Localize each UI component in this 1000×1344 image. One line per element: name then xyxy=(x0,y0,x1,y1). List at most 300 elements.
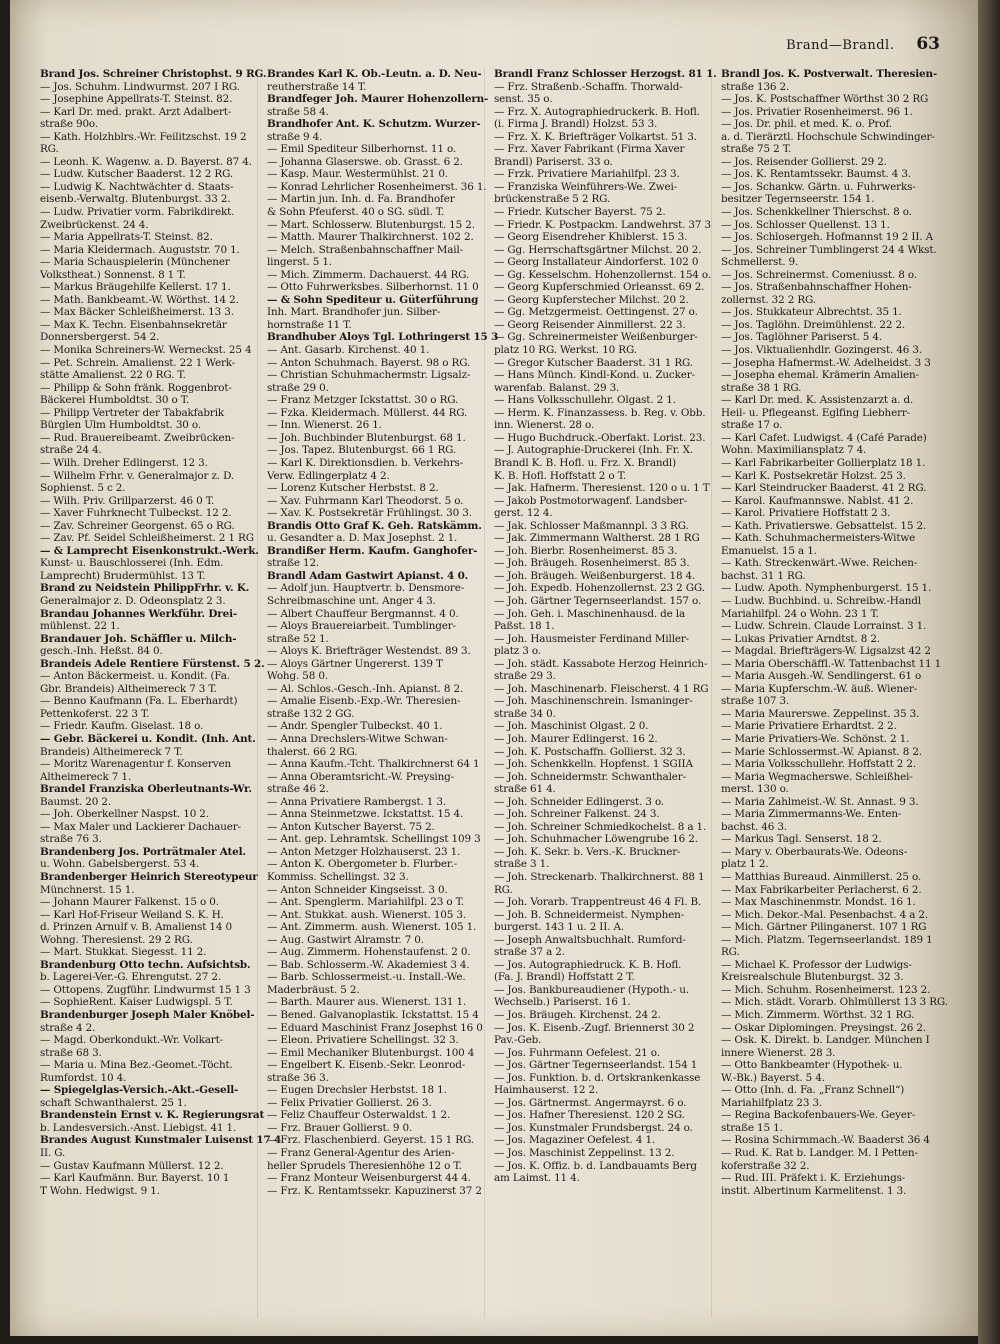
directory-entry: b. Lagerei-Ver.-G. Ehrengutst. 27 2. xyxy=(40,971,221,984)
directory-entry: — Joh. K. Postschaffn. Gollierst. 32 3. xyxy=(494,745,686,758)
directory-entry: — Jos. Kunstmaler Frundsbergst. 24 o. xyxy=(494,1121,693,1134)
directory-entry: — Mich. Zimmerm. Wörthst. 32 1 RG. xyxy=(721,1009,915,1022)
directory-entry: — Jos. Bräugeh. Kirchenst. 24 2. xyxy=(494,1009,661,1022)
directory-entry: bachst. 31 1 RG. xyxy=(721,569,806,582)
directory-entry: — Xav. Fuhrmann Karl Theodorst. 5 o. xyxy=(267,494,464,507)
directory-entry: — Joh. Buchbinder Blutenburgst. 68 1. xyxy=(267,431,466,444)
directory-entry: — Melch. Straßenbahnschaffner Mail- xyxy=(267,243,463,256)
directory-entry: — Johanna Glaserswe. ob. Grasst. 6 2. xyxy=(267,155,463,168)
directory-entry: Brandes August Kunstmaler Luisenst 17 4 xyxy=(40,1134,282,1147)
directory-entry: — Otto Fuhrwerksbes. Silberhornst. 11 0 xyxy=(267,281,479,294)
directory-entry: — Anna Steinmetzwe. Ickstattst. 15 4. xyxy=(267,808,464,821)
directory-entry: — Joh. städt. Kassabote Herzog Heinrich- xyxy=(494,657,708,670)
directory-entry: — Friedr. Kaufm. Giselast. 18 o. xyxy=(40,720,204,733)
directory-entry: — Anna Privatiere Rambergst. 1 3. xyxy=(267,795,447,808)
directory-entry: — Maria u. Mina Bez.-Geomet.-Töcht. xyxy=(40,1059,233,1072)
directory-entry: — Mich. Schuhm. Rosenheimerst. 123 2. xyxy=(721,983,931,996)
directory-entry: Brandau Johannes Werkführ. Drei- xyxy=(40,607,238,620)
directory-entry: — Joh. Oberkellner Naspst. 10 2. xyxy=(40,808,209,821)
directory-entry: Generalmajor z. D. Odeonsplatz 2 3. xyxy=(40,594,226,607)
directory-entry: straße 9 4. xyxy=(267,130,323,143)
directory-entry: — Jos. Schlosser Quellenst. 13 1. xyxy=(721,218,890,231)
directory-entry: — Jos. Hafner Theresienst. 120 2 SG. xyxy=(494,1109,685,1122)
directory-entry: Mariahilfpl. 24 o Wohn. 23 1 T. xyxy=(721,607,879,620)
directory-entry: — Maria Ausgeh.-W. Sendlingerst. 61 o xyxy=(721,670,922,683)
directory-entry: — Fzka. Kleidermach. Müllerst. 44 RG. xyxy=(267,406,468,419)
directory-entry: — Joh. Expedb. Hohenzollernst. 23 2 GG. xyxy=(494,582,705,595)
directory-entry: — Al. Schlos.-Gesch.-Inh. Apianst. 8 2. xyxy=(267,682,464,695)
directory-entry: — Max Bäcker Schleißheimerst. 13 3. xyxy=(40,306,234,319)
directory-entry: — Karl Dr. med. prakt. Arzt Adalbert- xyxy=(40,105,232,118)
directory-entry: (Fa. J. Brandl) Hoffstatt 2 T. xyxy=(494,971,635,984)
directory-entry: — Frz. Brauer Gollierst. 9 0. xyxy=(267,1121,413,1134)
directory-entry: — Jos. K. Rentamtssekr. Baumst. 4 3. xyxy=(721,168,911,181)
directory-entry: — Gg. Schreinermeister Weißenburger- xyxy=(494,331,698,344)
directory-entry: — Jos. Schankw. Gärtn. u. Fuhrwerks- xyxy=(721,180,916,193)
directory-entry: RG. xyxy=(494,883,513,896)
directory-entry: reutherstraße 14 T. xyxy=(267,80,367,93)
directory-entry: burgerst. 143 1 u. 2 II. A. xyxy=(494,921,625,934)
directory-entry: — Franz Monteur Weisenburgerst 44 4. xyxy=(267,1172,471,1185)
directory-entry: — Maria Schauspielerin (Münchener xyxy=(40,256,230,269)
directory-entry: straße 29 3. xyxy=(494,670,556,683)
directory-entry: — Jos. Fuhrmann Oefelest. 21 o. xyxy=(494,1046,660,1059)
directory-entry: — Jos. Straßenbahnschaffner Hohen- xyxy=(721,281,912,294)
directory-entry: — Friedr. Kutscher Bayerst. 75 2. xyxy=(494,206,666,219)
directory-entry: — Konrad Lehrlicher Rosenheimerst. 36 1. xyxy=(267,180,487,193)
directory-entry: Kreisrealschule Blutenburgst. 32 3. xyxy=(721,971,904,984)
directory-entry: — Jos. Privatier Rosenheimerst. 96 1. xyxy=(721,105,913,118)
directory-entry: — Eleon. Privatiere Schellingst. 32 3. xyxy=(267,1034,459,1047)
directory-entry: — Feliz Chauffeur Osterwaldst. 1 2. xyxy=(267,1109,451,1122)
directory-entry: — Jos. Gärtner Tegernseerlandst. 154 1 xyxy=(494,1059,698,1072)
directory-entry: platz 1 2. xyxy=(721,858,769,871)
directory-entry: Brandenberg Jos. Porträtmaler Atel. xyxy=(40,845,246,858)
directory-entry: — Georg Reisender Ainmillerst. 22 3. xyxy=(494,318,686,331)
directory-entry: — Otto Bankbeamter (Hypothek- u. xyxy=(721,1059,903,1072)
directory-entry: warenfab. Balanst. 29 3. xyxy=(494,381,620,394)
directory-entry: — Georg Installateur Aindorferst. 102 0 xyxy=(494,256,699,269)
directory-entry: — Mich. Platzm. Tegernseerlandst. 189 1 xyxy=(721,933,933,946)
directory-entry: — Joh. Maschinenarb. Fleischerst. 4 1 RG xyxy=(494,682,709,695)
directory-entry: — Ludw. Privatier vorm. Fabrikdirekt. xyxy=(40,206,235,219)
directory-entry: heller Sprudels Theresienhöhe 12 o T. xyxy=(267,1159,462,1172)
directory-entry: straße 38 1 RG. xyxy=(721,381,802,394)
directory-entry: — Zav. Pf. Seidel Schleißheimerst. 2 1 RG xyxy=(40,532,254,545)
directory-page xyxy=(10,0,978,1336)
directory-entry: merst. 130 o. xyxy=(721,783,789,796)
directory-entry: — Karl Dr. med. K. Assistenzarzt a. d. xyxy=(721,394,914,407)
directory-entry: — Karl K. Postsekretär Holzst. 25 3. xyxy=(721,469,906,482)
directory-entry: — Kath. Schuhmachermeisters-Witwe xyxy=(721,532,916,545)
directory-entry: Brandenburger Joseph Maler Knöbel- xyxy=(40,1009,255,1022)
directory-entry: Emanuelst. 15 a 1. xyxy=(721,544,817,557)
directory-entry: — Michael K. Professor der Ludwigs- xyxy=(721,958,912,971)
directory-entry: inn. Wienerst. 28 o. xyxy=(494,419,595,432)
directory-entry: Brandenberger Heinrich Stereotypeur xyxy=(40,871,258,883)
directory-entry: Inh. Mart. Brandhofer jun. Silber- xyxy=(267,306,441,319)
directory-entry: d. Prinzen Arnulf v. B. Amalienst 14 0 xyxy=(40,921,232,934)
directory-entry: straße 52 1. xyxy=(267,632,329,645)
directory-entry: straße 37 a 2. xyxy=(494,946,565,959)
directory-entry: — Johann Maurer Falkenst. 15 o 0. xyxy=(40,896,219,909)
column-2 xyxy=(267,68,499,1318)
directory-entry: straße 68 3. xyxy=(40,1046,102,1059)
directory-entry: — Amalie Eisenb.-Exp.-Wr. Theresien- xyxy=(267,695,461,708)
directory-entry: — Karl Cafet. Ludwigst. 4 (Café Parade) xyxy=(721,431,927,444)
directory-entry: straße 17 o. xyxy=(721,419,783,432)
directory-entry: Brandes Karl K. Ob.-Leutn. a. D. Neu- xyxy=(267,68,482,80)
directory-entry: straße 76 3. xyxy=(40,833,102,846)
directory-entry: — Joh. Schuhmacher Löwengrube 16 2. xyxy=(494,833,698,846)
directory-entry: — Jos. K. Eisenb.-Zugf. Briennerst 30 2 xyxy=(494,1021,695,1034)
directory-entry: — Regina Backofenbauers-We. Geyer- xyxy=(721,1109,916,1122)
directory-entry: — Jos. Viktualienhdlr. Gozingerst. 46 3. xyxy=(721,344,923,357)
directory-entry: — Georg Kupferschmied Orleansst. 69 2. xyxy=(494,281,705,294)
directory-entry: — Rosina Schirmmach.-W. Baaderst 36 4 xyxy=(721,1134,930,1147)
directory-entry: II. G. xyxy=(40,1147,66,1160)
directory-entry: — Kath. Privatierswe. Gebsattelst. 15 2. xyxy=(721,519,927,532)
directory-entry: — Joh. Gärtner Tegernseerlandst. 157 o. xyxy=(494,594,702,607)
directory-entry: K. B. Hofl. Hoffstatt 2 o T. xyxy=(494,469,627,482)
directory-entry: — Mich. Zimmerm. Dachauerst. 44 RG. xyxy=(267,268,470,281)
directory-entry: straße 3 1. xyxy=(494,858,550,871)
directory-entry: — Emil Spediteur Silberhornst. 11 o. xyxy=(267,143,457,156)
directory-entry: — Mart. Stukkat. Siegesst. 11 2. xyxy=(40,946,207,959)
directory-entry: — Frz. Xaver Fabrikant (Firma Xaver xyxy=(494,143,685,156)
directory-entry: — Georg Kupferstecher Milchst. 20 2. xyxy=(494,293,689,306)
directory-entry: — Aloys Brauereiarbeit. Tumblinger- xyxy=(267,620,456,633)
directory-entry: Zweibrückenst. 24 4. xyxy=(40,218,149,231)
directory-entry: — Jos. Schlosergeh. Hofmannst 19 2 II. A xyxy=(721,231,933,244)
directory-entry: straße 29 0. xyxy=(267,381,329,394)
directory-entry: — Georg Eisendreher Khiblerst. 15 3. xyxy=(494,231,688,244)
directory-entry: — Zav. Schreiner Georgenst. 65 o RG. xyxy=(40,519,235,532)
directory-entry: — Ant. Gasarb. Kirchenst. 40 1. xyxy=(267,344,430,357)
directory-entry: & Sohn Pfeuferst. 40 o SG. südl. T. xyxy=(267,206,445,219)
directory-entry: brückenstraße 5 2 RG. xyxy=(494,193,611,206)
directory-entry: — Joh. Schneidermstr. Schwanthaler- xyxy=(494,770,686,783)
directory-entry: — Philipp Vertreter der Tabakfabrik xyxy=(40,406,225,419)
directory-entry: — Gregor Kutscher Baaderst. 31 1 RG. xyxy=(494,356,693,369)
directory-entry: — Ludw. Apoth. Nymphenburgerst. 15 1. xyxy=(721,582,932,595)
directory-entry: — Hugo Buchdruck.-Oberfakt. Lorist. 23. xyxy=(494,431,706,444)
directory-entry: straße 12. xyxy=(267,557,320,570)
directory-entry: — Wilhelm Frhr. v. Generalmajor z. D. xyxy=(40,469,235,482)
directory-entry: — Maria Appellrats-T. Steinst. 82. xyxy=(40,231,213,244)
directory-entry: — Jak. Schlosser Maßmannpl. 3 3 RG. xyxy=(494,519,689,532)
directory-entry: — Ludwig K. Nachtwächter d. Staats- xyxy=(40,180,234,193)
directory-entry: Brandis Otto Graf K. Geh. Ratskämm. xyxy=(267,519,482,532)
page-header xyxy=(700,34,940,56)
directory-entry: — Magd. Oberkondukt.-Wr. Volkart- xyxy=(40,1034,223,1047)
directory-entry: — Josepha ehemal. Krämerin Amalien- xyxy=(721,369,919,382)
directory-entry: Münchnerst. 15 1. xyxy=(40,883,135,896)
directory-entry: Wechselb.) Pariserst. 16 1. xyxy=(494,996,631,1009)
directory-entry: straße 34 0. xyxy=(494,707,556,720)
directory-entry: — Joh. Schenkkelln. Hopfenst. 1 SGIIA xyxy=(494,758,693,771)
directory-entry: — Kath. Holzhblrs.-Wr. Feilitzschst. 19 2 xyxy=(40,130,247,143)
directory-entry: — Anton K. Obergometer b. Flurber.- xyxy=(267,858,458,871)
directory-entry: — Matth. Maurer Thalkirchnerst. 102 2. xyxy=(267,231,474,244)
directory-entry: — Joh. Maurer Edlingerst. 16 2. xyxy=(494,732,658,745)
directory-entry: straße 46 2. xyxy=(267,783,329,796)
directory-entry: — Anton Metzger Holzhauserst. 23 1. xyxy=(267,845,461,858)
directory-entry: Brand Jos. Schreiner Christophst. 9 RG. xyxy=(40,68,267,80)
directory-entry: Pettenkoferst. 22 3 T. xyxy=(40,707,150,720)
directory-entry: — Marie Privatiers-We. Schönst. 2 1. xyxy=(721,732,910,745)
directory-entry: — Jos. Gärtnermst. Angermayrst. 6 o. xyxy=(494,1096,687,1109)
directory-entry: — Jos. Taglöhn. Dreimühlenst. 22 2. xyxy=(721,318,906,331)
directory-entry: — Pet. Schrein. Amalienst. 22 1 Werk- xyxy=(40,356,236,369)
directory-entry: Brandißer Herm. Kaufm. Ganghofer- xyxy=(267,544,478,557)
directory-entry: — Karl K. Direktionsdien. b. Verkehrs- xyxy=(267,456,464,469)
directory-entry: Verw. Edlingerplatz 4 2. xyxy=(267,469,390,482)
directory-entry: — Anna Kaufm.-Tcht. Thalkirchnerst 64 1 xyxy=(267,758,480,771)
directory-entry: — Anton Schneider Kingseisst. 3 0. xyxy=(267,883,448,896)
directory-entry: — Monika Schreiners-W. Werneckst. 25 4 xyxy=(40,344,252,357)
directory-entry: — Aloys K. Briefträger Westendst. 89 3. xyxy=(267,645,471,658)
directory-entry: Haimhauserst. 12 2. xyxy=(494,1084,599,1097)
directory-entry: — Emil Mechaniker Blutenburgst. 100 4 xyxy=(267,1046,475,1059)
directory-entry: — Aug. Zimmerm. Hohenstaufenst. 2 0. xyxy=(267,946,471,959)
directory-entry: — Maria Kleidermach. Auguststr. 70 1. xyxy=(40,243,240,256)
directory-entry: — Joh. B. Schneidermeist. Nymphen- xyxy=(494,908,685,921)
directory-entry: — Frz. X. Autographiedruckerk. B. Hofl. xyxy=(494,105,700,118)
directory-entry: — Aloys Gärtner Ungererst. 139 T xyxy=(267,657,443,670)
directory-entry: — Friedr. K. Postpackm. Landwehrst. 37 3 xyxy=(494,218,711,231)
directory-entry: — Matthias Bureaud. Ainmillerst. 25 o. xyxy=(721,871,922,883)
directory-entry: — Xav. K. Postsekretär Frühlingst. 30 3. xyxy=(267,507,472,520)
directory-entry: — Joh. Maschinist Olgast. 2 0. xyxy=(494,720,649,733)
directory-entry: — Joh. Bierbr. Rosenheimerst. 85 3. xyxy=(494,544,678,557)
directory-entry: — Bened. Galvanoplastik. Ickstattst. 15 4 xyxy=(267,1009,479,1022)
directory-entry: — Leonh. K. Wagenw. a. D. Bayerst. 87 4. xyxy=(40,155,252,168)
directory-entry: — Jak. Hafnerm. Theresienst. 120 o u. 1 T xyxy=(494,482,710,495)
directory-entry: — Jos. Dr. phil. et med. K. o. Prof. xyxy=(721,118,892,131)
directory-entry: — Bab. Schlosserm.-W. Akademiest 3 4. xyxy=(267,958,470,971)
directory-entry: — Marie Privatiere Erhardtst. 2 2. xyxy=(721,720,897,733)
directory-entry: — Aug. Gastwirt Alramstr. 7 0. xyxy=(267,933,424,946)
directory-entry: — Spiegelglas-Versich.-Akt.-Gesell- xyxy=(40,1084,239,1097)
directory-entry: — Hans Volksschullehr. Olgast. 2 1. xyxy=(494,394,676,407)
directory-entry: — Wilh. Priv. Grillparzerst. 46 0 T. xyxy=(40,494,215,507)
running-head: Brand—Brandl. xyxy=(786,38,895,53)
directory-entry: — Philipp & Sohn fränk. Roggenbrot- xyxy=(40,381,232,394)
directory-entry: — Felix Privatier Gollierst. 26 3. xyxy=(267,1096,432,1109)
directory-entry: — Anna Drechslers-Witwe Schwan- xyxy=(267,732,448,745)
directory-entry: — Jos. K. Postschaffner Wörthst 30 2 RG xyxy=(721,93,929,106)
directory-entry: — Gustav Kaufmann Müllerst. 12 2. xyxy=(40,1159,224,1172)
column-3 xyxy=(494,68,717,1318)
directory-entry: — Gebr. Bäckerei u. Kondit. (Inh. Ant. xyxy=(40,732,256,745)
directory-entry: Gbr. Brandeis) Altheimereck 7 3 T. xyxy=(40,682,217,695)
directory-entry: innere Wienerst. 28 3. xyxy=(721,1046,836,1059)
column-4 xyxy=(721,68,948,1318)
directory-entry: — Joh. Schreiner Schmiedkochelst. 8 a 1. xyxy=(494,820,707,833)
directory-entry: — Mich. städt. Vorarb. Ohlmüllerst 13 3 RG. xyxy=(721,996,948,1009)
directory-entry: — Xaver Fuhrknecht Tulbeckst. 12 2. xyxy=(40,507,232,520)
directory-entry: — Karl Steindrucker Baaderst. 41 2 RG. xyxy=(721,482,927,495)
directory-entry: Brandhuber Aloys Tgl. Lothringerst 15 3 xyxy=(267,331,499,344)
directory-entry: — Maria Maurerswe. Zeppelinst. 35 3. xyxy=(721,707,920,720)
directory-entry: — Franziska Weinführers-We. Zwei- xyxy=(494,180,677,193)
directory-entry: besitzer Tegernseerstr. 154 1. xyxy=(721,193,875,206)
directory-entry: — Ant. Stukkat. aush. Wienerst. 105 3. xyxy=(267,908,466,921)
directory-entry: schaft Schwanthalerst. 25 1. xyxy=(40,1096,187,1109)
directory-entry: — Maria Zahlmeist.-W. St. Annast. 9 3. xyxy=(721,795,919,808)
directory-entry: — Ottopens. Zugführ. Lindwurmst 15 1 3 xyxy=(40,983,251,996)
directory-entry: — Max Fabrikarbeiter Perlacherst. 6 2. xyxy=(721,883,922,896)
directory-entry: am Laimst. 11 4. xyxy=(494,1172,580,1185)
directory-entry: Brandenstein Ernst v. K. Regierungsrat xyxy=(40,1109,265,1122)
directory-entry: — Barb. Schlossermeist.-u. Install.-We. xyxy=(267,971,466,984)
column-1 xyxy=(40,68,282,1318)
directory-entry: Mariahilfplatz 23 3. xyxy=(721,1096,823,1109)
directory-entry: — Karol. Kaufmannswe. Nablst. 41 2. xyxy=(721,494,914,507)
directory-entry: platz 3 o. xyxy=(494,645,541,658)
directory-entry: straße 24 4. xyxy=(40,444,102,457)
page-number: 63 xyxy=(916,34,940,54)
directory-entry: straße 36 3. xyxy=(267,1071,329,1084)
directory-entry: — Osk. K. Direkt. b. Landger. München I xyxy=(721,1034,930,1047)
directory-entry: — SophieRent. Kaiser Ludwigspl. 5 T. xyxy=(40,996,233,1009)
directory-entry: — Adolf jun. Hauptvertr. b. Densmore- xyxy=(267,582,465,595)
directory-entry: — Jos. Schreinermst. Comeniusst. 8 o. xyxy=(721,268,917,281)
directory-entry: — Magdal. Briefträgers-W. Ligsalzst 42 2 xyxy=(721,645,931,658)
directory-entry: — Markus Bräugehilfe Kellerst. 17 1. xyxy=(40,281,231,294)
directory-entry: — Franz General-Agentur des Arien- xyxy=(267,1147,455,1160)
directory-entry: lingerst. 5 1. xyxy=(267,256,332,269)
directory-entry: — Anna Oberamtsricht.-W. Preysing- xyxy=(267,770,454,783)
directory-entry: — Ludw. Buchbind. u. Schreibw.-Handl xyxy=(721,594,921,607)
directory-entry: — Joh. Schreiner Falkenst. 24 3. xyxy=(494,808,660,821)
directory-entry: — Maria Zimmermanns-We. Enten- xyxy=(721,808,902,821)
directory-entry: hornstraße 11 T. xyxy=(267,318,352,331)
directory-entry: — Rud. K. Rat b. Landger. M. I Petten- xyxy=(721,1147,918,1160)
directory-entry: — Kath. Streckenwärt.-Wwe. Reichen- xyxy=(721,557,918,570)
directory-entry: — Joh. Maschinenschrein. Ismaninger- xyxy=(494,695,693,708)
directory-entry: Lamprecht) Brudermühlst. 13 T. xyxy=(40,569,206,582)
directory-entry: — Markus Tagl. Senserst. 18 2. xyxy=(721,833,882,846)
directory-entry: — Eugen Drechsler Herbstst. 18 1. xyxy=(267,1084,447,1097)
directory-entry: — Frz. Flaschenbierd. Geyerst. 15 1 RG. xyxy=(267,1134,474,1147)
directory-entry: — Karol. Privatiere Hoffstatt 2 3. xyxy=(721,507,891,520)
directory-entry: Brandeis) Altheimereck 7 T. xyxy=(40,745,183,758)
directory-entry: — Karl Kaufmänn. Bur. Bayerst. 10 1 xyxy=(40,1172,230,1185)
directory-entry: Donnersbergerst. 54 2. xyxy=(40,331,160,344)
directory-entry: — Engelbert K. Eisenb.-Sekr. Leonrod- xyxy=(267,1059,466,1072)
directory-entry: W.-Bk.) Bayerst. 5 4. xyxy=(721,1071,825,1084)
directory-entry: stätte Amalienst. 22 0 RG. T. xyxy=(40,369,186,382)
directory-entry: — Mart. Schlosserw. Blutenburgst. 15 2. xyxy=(267,218,475,231)
directory-entry: — Maria Wegmacherswe. Schleißhei- xyxy=(721,770,913,783)
directory-entry: — Ludw. Kutscher Baaderst. 12 2 RG. xyxy=(40,168,234,181)
directory-entry: — Mich. Dekor.-Mal. Pesenbachst. 4 a 2. xyxy=(721,908,928,921)
directory-entry: — Jos. Schenkkellner Thierschst. 8 o. xyxy=(721,206,912,219)
directory-entry: — Joh. Vorarb. Trappentreust 46 4 Fl. B. xyxy=(494,896,702,909)
directory-entry: Brandhofer Ant. K. Schutzm. Wurzer- xyxy=(267,118,481,131)
directory-entry: eisenb.-Verwaltg. Blutenburgst. 33 2. xyxy=(40,193,231,206)
directory-entry: (i. Firma J. Brandl) Holzst. 53 3. xyxy=(494,118,658,131)
directory-entry: — Martin jun. Inh. d. Fa. Brandhofer xyxy=(267,193,455,206)
directory-entry: Volkstheat.) Sonnenst. 8 1 T. xyxy=(40,268,186,281)
directory-entry: platz 10 RG. Werkst. 10 RG. xyxy=(494,344,637,357)
directory-entry: — Jos. K. Offiz. b. d. Landbauamts Berg xyxy=(494,1159,697,1172)
directory-entry: straße 4 2. xyxy=(40,1021,96,1034)
directory-entry: — Jos. Tapez. Blutenburgst. 66 1 RG. xyxy=(267,444,457,457)
directory-columns xyxy=(40,68,948,1318)
directory-entry: Baumst. 20 2. xyxy=(40,795,111,808)
directory-entry: — Jos. Taglöhner Pariserst. 5 4. xyxy=(721,331,883,344)
directory-entry: — Jos. Reisender Gollierst. 29 2. xyxy=(721,155,887,168)
directory-entry: — Gg. Metzgermeist. Oettingenst. 27 o. xyxy=(494,306,698,319)
directory-entry: Schreibmaschine unt. Anger 4 3. xyxy=(267,594,436,607)
directory-entry: — Herm. K. Finanzassess. b. Reg. v. Obb. xyxy=(494,406,706,419)
directory-entry: thalerst. 66 2 RG. xyxy=(267,745,358,758)
directory-entry: koferstraße 32 2. xyxy=(721,1159,810,1172)
directory-entry: — Oskar Diplomingen. Preysingst. 26 2. xyxy=(721,1021,926,1034)
directory-entry: — Lorenz Kutscher Herbstst. 8 2. xyxy=(267,482,439,495)
directory-entry: Sophienst. 5 c 2. xyxy=(40,482,126,495)
directory-entry: — Franz Metzger Ickstattst. 30 o RG. xyxy=(267,394,459,407)
directory-entry: b. Landesversich.-Anst. Liebigst. 41 1. xyxy=(40,1121,237,1134)
directory-entry: Brand zu Neidstein PhilippFrhr. v. K. xyxy=(40,582,250,595)
directory-entry: — Jakob Postmotorwagenf. Landsber- xyxy=(494,494,688,507)
directory-entry: — Jos. Schuhm. Lindwurmst. 207 I RG. xyxy=(40,80,240,93)
directory-entry: Brandauer Joh. Schäffler u. Milch- xyxy=(40,632,237,645)
directory-entry: Brandl) Pariserst. 33 o. xyxy=(494,155,613,168)
directory-entry: — Moritz Warenagentur f. Konserven xyxy=(40,758,232,771)
directory-entry: — Joseph Anwaltsbuchhalt. Rumford- xyxy=(494,933,686,946)
directory-entry: zollernst. 32 2 RG. xyxy=(721,293,816,306)
directory-entry: Brandfeger Joh. Maurer Hohenzollern- xyxy=(267,93,489,106)
directory-entry: — Inn. Wienerst. 26 1. xyxy=(267,419,382,432)
directory-entry: — Mary v. Oberbaurats-We. Odeons- xyxy=(721,845,908,858)
directory-entry: — Frzk. Privatiere Mariahilfpl. 23 3. xyxy=(494,168,680,181)
directory-entry: Bürglen Ulm Humboldtst. 30 o. xyxy=(40,419,201,432)
directory-entry: Brandeis Adele Rentiere Fürstenst. 5 2. xyxy=(40,657,265,670)
directory-entry: — Joh. Streckenarb. Thalkirchnerst. 88 1 xyxy=(494,871,705,883)
directory-entry: — J. Autographie-Druckerei (Inh. Fr. X. xyxy=(494,444,694,457)
directory-entry: — Anton Schuhmach. Bayerst. 98 o RG. xyxy=(267,356,471,369)
directory-entry: Rumfordst. 10 4. xyxy=(40,1071,127,1084)
directory-entry: — Marie Schlossermst.-W. Apianst. 8 2. xyxy=(721,745,922,758)
directory-entry: — Jos. Schreiner Tumblingerst 24 4 Wkst. xyxy=(721,243,937,256)
directory-entry: T Wohn. Hedwigst. 9 1. xyxy=(40,1184,160,1197)
directory-entry: Kommiss. Schellingst. 32 3. xyxy=(267,871,409,883)
directory-entry: Altheimereck 7 1. xyxy=(40,770,131,783)
directory-entry: — Ludw. Schrein. Claude Lorrainst. 3 1. xyxy=(721,620,927,633)
directory-entry: Maderbräust. 5 2. xyxy=(267,983,360,996)
directory-entry: a. d. Tierärztl. Hochschule Schwindinger- xyxy=(721,130,935,143)
directory-entry: mühlenst. 22 1. xyxy=(40,620,120,633)
directory-entry: — Andr. Spengler Tulbeckst. 40 1. xyxy=(267,720,443,733)
directory-entry: — Math. Bankbeamt.-W. Wörthst. 14 2. xyxy=(40,293,239,306)
directory-entry: u. Wohn. Gabelsbergerst. 53 4. xyxy=(40,858,200,871)
directory-entry: — Karl Fabrikarbeiter Gollierplatz 18 1. xyxy=(721,456,926,469)
directory-entry: instit. Albertinum Karmelitenst. 1 3. xyxy=(721,1184,907,1197)
directory-entry: — Gg. Herrschaftsgärtner Milchst. 20 2. xyxy=(494,243,702,256)
directory-entry: Bäckerei Humboldtst. 30 o T. xyxy=(40,394,190,407)
directory-entry: — Mich. Gärtner Pilinganerst. 107 1 RG xyxy=(721,921,927,934)
directory-entry: — Jos. Funktion. b. d. Ortskrankenkasse xyxy=(494,1071,701,1084)
directory-entry: — Jos. Autographiedruck. K. B. Hofl. xyxy=(494,958,682,971)
directory-entry: — Jos. Stukkateur Albrechtst. 35 1. xyxy=(721,306,902,319)
directory-entry: — Jos. Magaziner Oefelest. 4 1. xyxy=(494,1134,656,1147)
directory-entry: — Ant. gep. Lehramtsk. Schellingst 109 3 xyxy=(267,833,481,846)
directory-entry: bachst. 46 3. xyxy=(721,820,787,833)
